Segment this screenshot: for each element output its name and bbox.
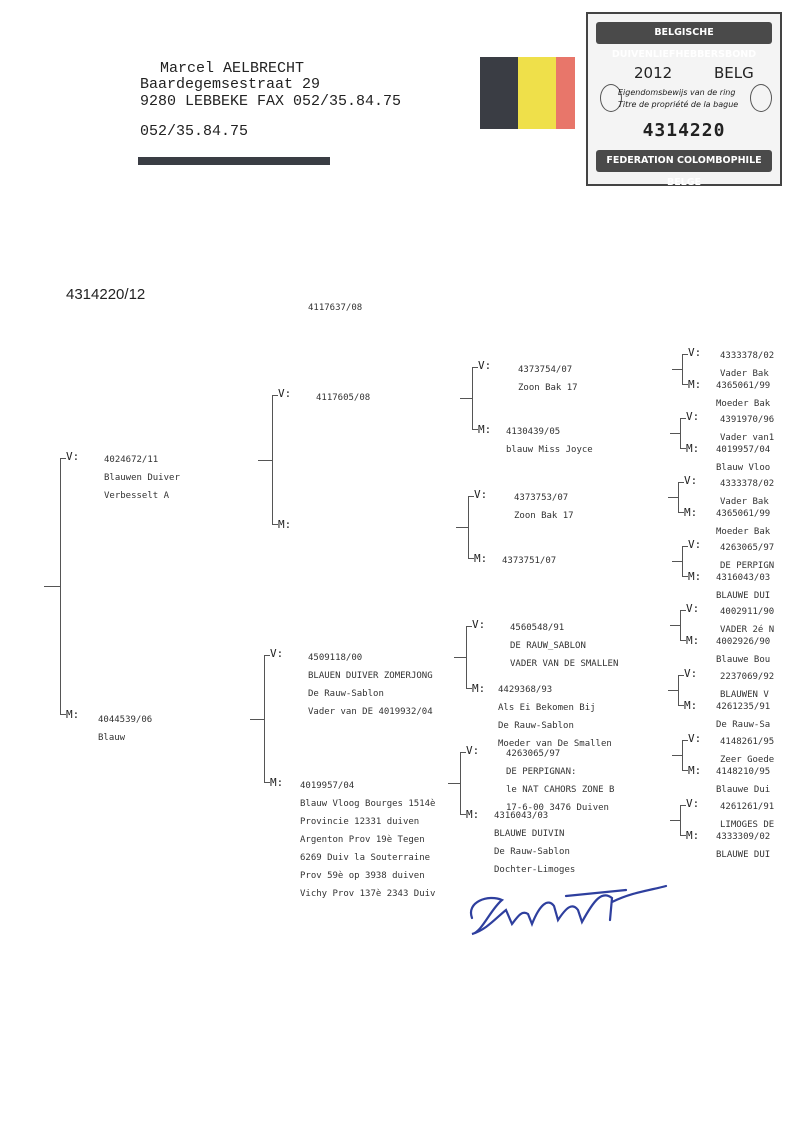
g4-bracket-3-vertical bbox=[682, 546, 683, 576]
g4-bracket-6-sire-label: V: bbox=[688, 732, 702, 745]
g4-dam-0-ring: 4365061/99 bbox=[716, 381, 771, 391]
g3-sire-2-ring: 4560548/91 bbox=[510, 623, 565, 633]
breeder-name: Marcel AELBRECHT bbox=[160, 60, 305, 77]
g3-bracket-3-stem bbox=[448, 783, 460, 784]
g4-sire-1-ring: 4391970/96 bbox=[720, 415, 775, 425]
g2-bracket-1-stem bbox=[250, 719, 264, 720]
g1-sire-ring: 4024672/11 bbox=[104, 455, 159, 465]
g4-sire-3-ring: 4263065/97 bbox=[720, 543, 775, 553]
g4-sire-1-line: Vader van1 bbox=[720, 433, 775, 443]
g2-bracket-0-vertical bbox=[272, 395, 273, 524]
g4-bracket-5-sire-label: V: bbox=[684, 667, 698, 680]
certificate-country: BELG bbox=[714, 64, 754, 82]
g3-bracket-0-dam-label: M: bbox=[478, 423, 492, 436]
g3-sire-3-line: DE PERPIGNAN: bbox=[506, 767, 577, 777]
g4-bracket-0-sire-label: V: bbox=[688, 346, 702, 359]
g4-bracket-3-stem bbox=[672, 561, 682, 562]
g4-dam-1-line: Blauw Vloo bbox=[716, 463, 771, 473]
g4-bracket-7-stem bbox=[670, 820, 680, 821]
g4-sire-2-ring: 4333378/02 bbox=[720, 479, 775, 489]
g3-dam-2-ring: 4429368/93 bbox=[498, 685, 553, 695]
g4-dam-3-line: BLAUWE DUI bbox=[716, 591, 771, 601]
g3-sire-2-line: DE RAUW_SABLON bbox=[510, 641, 586, 651]
pigeon-id: 4314220/12 bbox=[66, 286, 146, 303]
g3-bracket-0-sire-label: V: bbox=[478, 359, 492, 372]
g4-sire-5-ring: 2237069/92 bbox=[720, 672, 775, 682]
breeder-street: Baardegemsestraat 29 bbox=[140, 76, 321, 93]
g2-sire-1-line: De Rauw-Sablon bbox=[308, 689, 384, 699]
g2-sire-0-ring: 4117605/08 bbox=[316, 393, 371, 403]
g4-sire-0-line: Vader Bak bbox=[720, 369, 769, 379]
g2-dam-1-ring: 4019957/04 bbox=[300, 781, 355, 791]
g1-sire-line: Verbesselt A bbox=[104, 491, 170, 501]
certificate-top-band: BELGISCHE DUIVENLIEFHEBBERSBOND bbox=[596, 22, 772, 44]
g2-bracket-1-sire-label: V: bbox=[270, 647, 284, 660]
g4-bracket-0-dam-label: M: bbox=[688, 378, 702, 391]
header-divider bbox=[138, 157, 330, 165]
g4-dam-7-ring: 4333309/02 bbox=[716, 832, 771, 842]
g3-dam-0-ring: 4130439/05 bbox=[506, 427, 561, 437]
g3-bracket-1-stem bbox=[456, 527, 468, 528]
g3-bracket-0-stem bbox=[460, 398, 472, 399]
g3-sire-1-ring: 4373753/07 bbox=[514, 493, 569, 503]
certificate-line-fr: Titre de propriété de la bague bbox=[618, 100, 739, 109]
g4-dam-6-line: Blauwe Dui bbox=[716, 785, 771, 795]
g4-dam-4-ring: 4002926/90 bbox=[716, 637, 771, 647]
ring-emblem-icon bbox=[750, 84, 772, 112]
g4-sire-4-ring: 4002911/90 bbox=[720, 607, 775, 617]
g4-sire-2-line: Vader Bak bbox=[720, 497, 769, 507]
g4-bracket-6-dam-label: M: bbox=[688, 764, 702, 777]
g3-dam-3-line: De Rauw-Sablon bbox=[494, 847, 570, 857]
g3-sire-3-line: 17-6-00 3476 Duiven bbox=[506, 803, 609, 813]
flag-stripe-red bbox=[556, 57, 575, 129]
g4-bracket-3-sire-label: V: bbox=[688, 538, 702, 551]
g2-dam-1-line: Provincie 12331 duiven bbox=[300, 817, 420, 827]
g1-bracket-dam-label: M: bbox=[66, 708, 80, 721]
g1-bracket-vertical bbox=[60, 458, 61, 714]
g4-bracket-0-stem bbox=[672, 369, 682, 370]
g3-sire-0-ring: 4373754/07 bbox=[518, 365, 573, 375]
g4-sire-6-ring: 4148261/95 bbox=[720, 737, 775, 747]
g3-bracket-1-vertical bbox=[468, 496, 469, 558]
certificate-ring-number: 4314220 bbox=[642, 120, 726, 141]
g4-bracket-6-vertical bbox=[682, 740, 683, 770]
flag-stripe-yellow bbox=[518, 57, 556, 129]
g3-bracket-3-vertical bbox=[460, 752, 461, 814]
g1-bracket-sire-label: V: bbox=[66, 450, 80, 463]
g3-sire-3-line: le NAT CAHORS ZONE B bbox=[506, 785, 615, 795]
flag-stripe-black bbox=[480, 57, 518, 129]
g4-bracket-2-sire-label: V: bbox=[684, 474, 698, 487]
g3-dam-2-line: De Rauw-Sablon bbox=[498, 721, 574, 731]
g4-sire-5-line: BLAUWEN V bbox=[720, 690, 769, 700]
g3-bracket-2-sire-label: V: bbox=[472, 618, 486, 631]
g4-sire-0-ring: 4333378/02 bbox=[720, 351, 775, 361]
g4-bracket-2-dam-label: M: bbox=[684, 506, 698, 519]
g2-bracket-0-stem bbox=[258, 460, 272, 461]
g3-dam-1-ring: 4373751/07 bbox=[502, 556, 557, 566]
g1-bracket-stem bbox=[44, 586, 60, 587]
g4-bracket-5-vertical bbox=[678, 675, 679, 705]
g4-bracket-7-sire-label: V: bbox=[686, 797, 700, 810]
g2-bracket-1-dam-label: M: bbox=[270, 776, 284, 789]
g2-dam-1-line: Vichy Prov 137è 2343 Duiv bbox=[300, 889, 436, 899]
g4-bracket-1-stem bbox=[670, 433, 680, 434]
g4-sire-4-line: VADER 2é N bbox=[720, 625, 775, 635]
g3-bracket-1-sire-label: V: bbox=[474, 488, 488, 501]
g2-dam-1-line: Blauw Vloog Bourges 1514è bbox=[300, 799, 436, 809]
g2-dam-1-line: Prov 59è op 3938 duiven bbox=[300, 871, 425, 881]
g4-dam-1-ring: 4019957/04 bbox=[716, 445, 771, 455]
g3-sire-1-line: Zoon Bak 17 bbox=[514, 511, 574, 521]
ring-certificate bbox=[586, 12, 782, 186]
g4-bracket-4-dam-label: M: bbox=[686, 634, 700, 647]
g4-dam-3-ring: 4316043/03 bbox=[716, 573, 771, 583]
g4-dam-0-line: Moeder Bak bbox=[716, 399, 771, 409]
g4-bracket-1-dam-label: M: bbox=[686, 442, 700, 455]
g4-bracket-6-stem bbox=[672, 755, 682, 756]
g2-dam-1-line: 6269 Duiv la Souterraine bbox=[300, 853, 431, 863]
g1-sire-line: Blauwen Duiver bbox=[104, 473, 180, 483]
g4-bracket-4-sire-label: V: bbox=[686, 602, 700, 615]
g1-dam-line: Blauw bbox=[98, 733, 126, 743]
g4-bracket-4-stem bbox=[670, 625, 680, 626]
g3-dam-0-line: blauw Miss Joyce bbox=[506, 445, 593, 455]
g4-dam-4-line: Blauwe Bou bbox=[716, 655, 771, 665]
g4-dam-5-ring: 4261235/91 bbox=[716, 702, 771, 712]
g3-dam-2-line: Moeder van De Smallen bbox=[498, 739, 612, 749]
g4-bracket-3-dam-label: M: bbox=[688, 570, 702, 583]
certificate-bottom-band: FEDERATION COLOMBOPHILE BELGE bbox=[596, 150, 772, 172]
g4-bracket-2-stem bbox=[668, 497, 678, 498]
g3-sire-0-line: Zoon Bak 17 bbox=[518, 383, 578, 393]
g3-dam-3-line: Dochter-Limoges bbox=[494, 865, 576, 875]
g4-bracket-7-dam-label: M: bbox=[686, 829, 700, 842]
g3-dam-3-ring: 4316043/03 bbox=[494, 811, 549, 821]
g3-dam-2-line: Als Ei Bekomen Bij bbox=[498, 703, 596, 713]
g2-sire-1-ring: 4509118/00 bbox=[308, 653, 363, 663]
belgian-flag bbox=[480, 57, 575, 129]
g4-dam-7-line: BLAUWE DUI bbox=[716, 850, 771, 860]
g4-dam-6-ring: 4148210/95 bbox=[716, 767, 771, 777]
g3-bracket-3-sire-label: V: bbox=[466, 744, 480, 757]
g4-bracket-5-stem bbox=[668, 690, 678, 691]
g3-bracket-2-stem bbox=[454, 657, 466, 658]
g4-sire-7-line: LIMOGES DE bbox=[720, 820, 775, 830]
g3-bracket-1-dam-label: M: bbox=[474, 552, 488, 565]
g4-bracket-0-vertical bbox=[682, 354, 683, 384]
g4-bracket-2-vertical bbox=[678, 482, 679, 512]
g2-sire-1-line: BLAUEN DUIVER ZOMERJONG bbox=[308, 671, 433, 681]
g2-bracket-0-sire-label: V: bbox=[278, 387, 292, 400]
g4-bracket-1-sire-label: V: bbox=[686, 410, 700, 423]
g4-sire-7-ring: 4261261/91 bbox=[720, 802, 775, 812]
g3-dam-3-line: BLAUWE DUIVIN bbox=[494, 829, 565, 839]
g3-bracket-2-vertical bbox=[466, 626, 467, 688]
g2-bracket-0-dam-label: M: bbox=[278, 518, 292, 531]
g3-bracket-3-dam-label: M: bbox=[466, 808, 480, 821]
certificate-year: 2012 bbox=[634, 64, 673, 82]
g4-sire-3-line: DE PERPIGN bbox=[720, 561, 775, 571]
g3-sire-3-ring: 4263065/97 bbox=[506, 749, 561, 759]
g4-sire-6-line: Zeer Goede bbox=[720, 755, 775, 765]
g4-bracket-5-dam-label: M: bbox=[684, 699, 698, 712]
g3-bracket-0-vertical bbox=[472, 367, 473, 429]
g2-sire-1-line: Vader van DE 4019932/04 bbox=[308, 707, 433, 717]
g4-bracket-1-vertical bbox=[680, 418, 681, 448]
signature bbox=[462, 880, 672, 942]
g4-dam-2-ring: 4365061/99 bbox=[716, 509, 771, 519]
g4-dam-5-line: De Rauw-Sa bbox=[716, 720, 771, 730]
g4-bracket-4-vertical bbox=[680, 610, 681, 640]
g1-dam-ring: 4044539/06 bbox=[98, 715, 153, 725]
breeder-city-fax: 9280 LEBBEKE FAX 052/35.84.75 bbox=[140, 93, 402, 110]
certificate-line-nl: Eigendomsbewijs van de ring bbox=[618, 88, 736, 97]
g3-sire-2-line: VADER VAN DE SMALLEN bbox=[510, 659, 619, 669]
breeder-phone: 052/35.84.75 bbox=[140, 123, 249, 140]
g3-bracket-2-dam-label: M: bbox=[472, 682, 486, 695]
g4-dam-2-line: Moeder Bak bbox=[716, 527, 771, 537]
g4-bracket-7-vertical bbox=[680, 805, 681, 835]
g2-bracket-1-vertical bbox=[264, 655, 265, 782]
g2-dam-0-ring: 4117637/08 bbox=[308, 303, 363, 313]
g2-dam-1-line: Argenton Prov 19è Tegen bbox=[300, 835, 425, 845]
